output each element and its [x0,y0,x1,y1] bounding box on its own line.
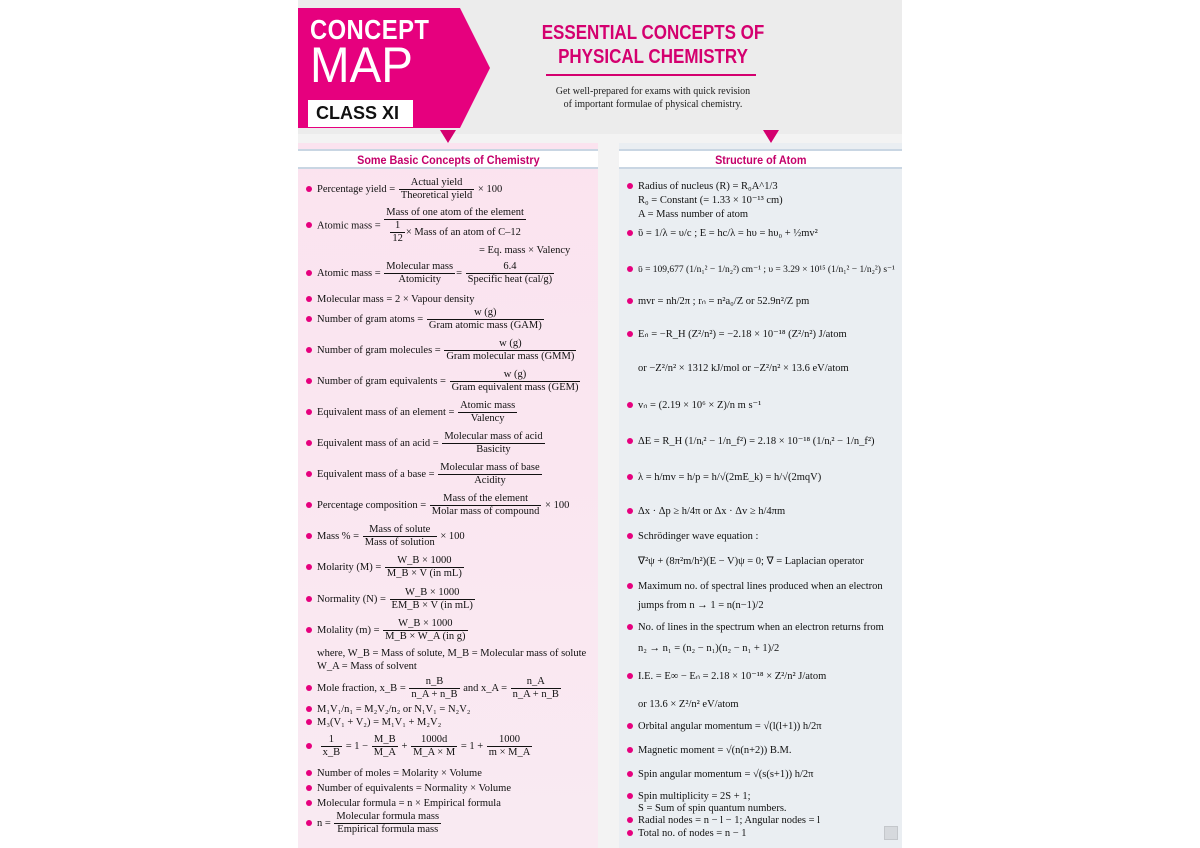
bullet-icon [627,793,633,799]
fraction [384,207,526,245]
formula-mixing [306,716,441,729]
basic-concepts-column [298,143,598,848]
formula-wavenumber [627,227,818,240]
bullet-icon [306,743,312,749]
denominator: Acidity [474,475,506,486]
fraction [430,493,542,518]
text: Total no. of nodes = n − 1 [638,828,747,839]
formula-a: A = Mass number of atom [638,209,749,220]
bullet-icon [306,820,312,826]
denominator: Specific heat (cal/g) [467,274,553,285]
text: Eₙ = −R_H (Z²/n²) = −2.18 × 10⁻¹⁸ (Z²/n²) J/atom [638,329,847,340]
main-title-line-2: PHYSICAL CHEMISTRY [558,46,748,68]
bullet-icon [306,440,312,446]
bullet-icon [306,347,312,353]
class-badge [308,100,413,127]
multiplier: × 100 [545,499,570,511]
fraction [385,555,464,580]
formula-mole-fraction [306,676,562,701]
formula-de-broglie [627,471,821,484]
formula-rydberg [627,263,895,277]
bullet-icon [627,673,633,679]
main-title-line-1: ESSENTIAL CONCEPTS OF [541,22,765,44]
formula-spin-momentum [627,768,813,781]
denominator: m × M_A [488,747,531,758]
fraction [334,811,441,836]
subtitle-line-2: of important formulae of physical chemistry. [563,99,743,110]
text: Δx · Δp ≥ h/4π or Δx · Δv ≥ h/4πm [638,506,786,517]
numerator: Mass of the element [430,493,542,506]
fraction [363,524,437,549]
formula-energy-level [627,328,847,341]
bullet-icon [306,378,312,384]
text: λ = h/mv = h/p = h/√(2mE_k) = h/√(2mqV) [638,472,822,483]
label: Number of gram equivalents = [317,375,446,387]
numerator: Molecular mass [386,261,454,272]
bullet-icon [306,186,312,192]
denominator: Gram atomic mass (GAM) [428,320,542,331]
formula-uncertainty [627,505,785,518]
formula-ionization-or: or 13.6 × Z²/n² eV/atom [638,699,739,710]
numerator: Mass of solute [363,524,437,537]
text: M₃(V₁ + V₂) = M₁V₁ + M₂V₂ [317,717,442,728]
text: ῡ = 1/λ = υ/c ; E = hc/λ = hυ = hυ₀ + ½mv² [638,228,818,239]
operator: = 1 − [345,740,369,752]
numerator: W_B × 1000 [385,555,464,568]
fraction [383,618,467,643]
bullet-icon [306,719,312,725]
numerator: Molecular mass of acid [444,431,543,442]
denominator: Gram molecular mass (GMM) [446,351,575,362]
denominator: M_B × W_A (in g) [385,631,466,642]
operator: = 1 + [460,740,484,752]
bullet-icon [627,624,633,630]
denominator: Basicity [476,444,511,455]
label: Percentage composition = [317,499,427,511]
numerator: w (g) [450,369,581,382]
label: Mole fraction, x_B = [317,682,406,694]
formula-gram-equivalents [306,369,581,394]
formula-eq-mass-valency: = Eq. mass × Valency [479,245,571,256]
text: ῡ = 109,677 (1/n₁² − 1/n₂²) cm⁻¹ ; υ = 3.29 × 10¹⁵ (1/n₁² − 1/n₂²) s⁻¹ [638,265,895,275]
formula-molarity [306,555,465,580]
formula-lines-spectrum-2: n₂ → n₁ = (n₂ − n₁)(n₂ − n₁ + 1)/2 [638,643,780,654]
text: No. of lines in the spectrum when an electron returns from [638,622,884,633]
denominator: Atomicity [398,274,441,285]
denominator-text: × Mass of an atom of C–12 [405,226,521,238]
text: vₙ = (2.19 × 10⁶ × Z)/n m s⁻¹ [638,400,762,411]
bullet-icon [306,785,312,791]
formula-lines-spectrum [627,621,884,634]
bullet-icon [306,706,312,712]
bullet-icon [627,298,633,304]
formula-total-nodes [627,827,747,840]
bullet-icon [627,183,633,189]
bullet-icon [306,627,312,633]
fraction [511,676,561,701]
numerator: Molecular mass of base [440,462,540,473]
bullet-icon [627,230,633,236]
label: Molality (m) = [317,624,380,636]
fraction [487,734,533,759]
denominator: M_B × V (in mL) [386,568,462,579]
text: Magnetic moment = √(n(n+2)) B.M. [638,745,792,756]
bullet-icon [306,564,312,570]
formula-delta-e [627,435,875,448]
formula-molecular-formula [306,797,501,810]
fraction [321,734,343,759]
where-line-2: W_A = Mass of solvent [317,661,417,672]
denominator: Valency [470,413,505,424]
fraction [384,261,455,286]
formula-radius-nucleus [627,180,778,193]
fraction [438,462,541,487]
formula-percentage-yield [306,177,502,202]
numerator: w (g) [444,338,576,351]
bullet-icon [627,533,633,539]
text: Spin angular momentum = √(s(s+1)) h/2π [638,769,814,780]
bullet-icon [627,830,633,836]
fraction [466,261,555,286]
bullet-icon [306,800,312,806]
numerator: W_B × 1000 [390,587,475,600]
denominator: Molar mass of compound [431,506,540,517]
bullet-icon [306,770,312,776]
heading-text: Structure of Atom [714,153,807,167]
formula-n [306,811,442,836]
bullet-icon [306,222,312,228]
multiplier: × 100 [440,530,465,542]
label: n = [317,817,331,829]
text: Schrödinger wave equation : [638,531,759,542]
column-heading-right [619,149,902,169]
formula-one-over-xb [306,734,533,759]
formula-normality [306,587,476,612]
formula-dilution [306,703,470,716]
text: Number of equivalents = Normality × Volume [317,783,512,794]
denominator: EM_B × V (in mL) [391,600,473,611]
fraction [409,676,459,701]
fraction [444,338,576,363]
text: Spin multiplicity = 2S + 1; [638,791,751,802]
numerator: 1000d [411,734,457,747]
formula-schrodinger-label [627,530,758,543]
label: Equivalent mass of an acid = [317,437,439,449]
text: Maximum no. of spectral lines produced when an electron [638,581,883,592]
formula-gram-molecules [306,338,577,363]
fraction [442,431,544,456]
bullet-icon [306,409,312,415]
formula-equivalents [306,782,511,795]
text: Molecular formula = n × Empirical formula [317,798,501,809]
label: Atomic mass = [317,267,381,279]
formula-orbital-momentum [627,720,822,733]
denominator: M_A × M [413,747,456,758]
bullet-icon [627,583,633,589]
numerator: Actual yield [399,177,474,190]
denominator: Theoretical yield [400,190,473,201]
numerator: M_B [372,734,398,747]
formula-s-definition: S = Sum of spin quantum numbers. [638,803,787,814]
text: Radius of nucleus (R) = R₀A^1/3 [638,181,778,192]
label: Number of gram molecules = [317,344,441,356]
bullet-icon [306,685,312,691]
formula-velocity [627,399,761,412]
formula-spectral-lines-2: jumps from n → 1 = n(n−1)/2 [638,600,764,611]
fraction [390,220,405,245]
page-corner-box [884,826,898,840]
formula-atomic-mass [306,207,527,245]
bullet-icon [627,402,633,408]
bullet-icon [627,438,633,444]
bullet-icon [627,508,633,514]
denominator: 12 [392,233,403,244]
bullet-icon [627,747,633,753]
numerator: 1000 [487,734,533,747]
header [298,0,902,134]
label: Percentage yield = [317,183,396,195]
bullet-icon [627,771,633,777]
text: Molecular mass = 2 × Vapour density [317,294,475,305]
text: Number of moles = Molarity × Volume [317,768,482,779]
text: Orbital angular momentum = √(l(l+1)) h/2π [638,721,822,732]
multiplier: × 100 [477,183,503,195]
banner-arrow [460,8,490,128]
formula-percentage-composition [306,493,569,518]
formula-eq-mass-acid [306,431,546,456]
formula-magnetic-moment [627,744,792,757]
label: Equivalent mass of an element = [317,406,455,418]
numerator: Mass of one atom of the element [386,207,524,218]
subtitle-line-1: Get well-prepared for exams with quick revision [555,86,751,97]
title-underline [546,74,756,76]
numerator: W_B × 1000 [383,618,467,631]
denominator [384,220,526,245]
numerator: 6.4 [466,261,555,274]
label: Molarity (M) = [317,561,382,573]
denominator: M_A [373,747,396,758]
text: I.E. = E∞ − Eₙ = 2.18 × 10⁻¹⁸ × Z²/n² J/atom [638,671,827,682]
formula-gram-atoms [306,307,545,332]
down-arrow-right-icon [763,130,779,143]
text: Radial nodes = n − l − 1; Angular nodes = l [638,815,821,826]
bullet-icon [627,331,633,337]
fraction [427,307,544,332]
numerator: n_B [409,676,459,689]
label: Mass % = [317,530,360,542]
formula-eq-mass-element [306,400,518,425]
bullet-icon [306,316,312,322]
formula-mvr [627,295,809,308]
formula-mass-percent [306,524,465,549]
formula-schrodinger-eq: ∇²ψ + (8π²m/h²)(E − V)ψ = 0; ∇ = Laplacian operator [638,556,864,567]
column-heading-left [298,149,598,169]
bullet-icon [627,266,633,272]
formula-nodes [627,814,820,827]
text: ΔE = R_H (1/nᵢ² − 1/n_f²) = 2.18 × 10⁻¹⁸ (1/nᵢ² − 1/n_f²) [638,436,875,447]
denominator: x_B [322,747,341,758]
operator: + [401,740,408,752]
label: Normality (N) = [317,593,386,605]
label: Number of gram atoms = [317,313,424,325]
formula-moles [306,767,482,780]
numerator: 1 [321,734,343,747]
formula-molality [306,618,469,643]
fraction [399,177,474,202]
fraction [411,734,457,759]
denominator: n_A + n_B [512,689,559,700]
structure-of-atom-column [619,143,902,848]
denominator: Gram equivalent mass (GEM) [451,382,579,393]
numerator: w (g) [427,307,544,320]
where-line-1: where, W_B = Mass of solute, M_B = Molecular mass of solute [317,648,587,659]
bullet-icon [627,723,633,729]
bullet-icon [306,502,312,508]
text: M₁V₁/n₁ = M₂V₂/n₂ or N₁V₁ = N₂V₂ [317,704,471,715]
bullet-icon [306,471,312,477]
numerator: 1 [390,220,405,233]
formula-energy-or: or −Z²/n² × 1312 kJ/mol or −Z²/n² × 13.6 eV/atom [638,363,849,374]
formula-r0: R₀ = Constant (= 1.33 × 10⁻¹³ cm) [638,195,783,206]
class-label: CLASS XI [316,103,400,123]
bullet-icon [627,817,633,823]
bullet-icon [306,533,312,539]
map-word: MAP [310,37,413,93]
fraction [390,587,475,612]
bullet-icon [627,474,633,480]
denominator: n_A + n_B [411,689,458,700]
concept-map-sheet [298,0,902,848]
fraction [450,369,581,394]
formula-molecular-mass [306,293,474,306]
denominator: Mass of solution [364,537,435,548]
formula-spectral-lines [627,580,883,593]
fraction [458,400,517,425]
text: mvr = nh/2π ; rₙ = n²a₀/Z or 52.9n²/Z pm [638,296,810,307]
numerator: n_A [511,676,561,689]
bullet-icon [306,270,312,276]
numerator: Molecular formula mass [336,811,440,822]
concept-word: CONCEPT [310,14,430,45]
denominator: Empirical formula mass [337,824,439,835]
formula-atomic-mass-2: Atomic mass = $\frac{\text{Molecular mass}}{\text{Atomicity}}$ = $\frac{6.4}{\text{Specific heat (cal/g)}}$ [306,261,555,286]
bullet-icon [306,296,312,302]
formula-ionization-energy [627,670,826,683]
heading-text: Some Basic Concepts of Chemistry [356,153,540,167]
bullet-icon [306,596,312,602]
formula-eq-mass-base [306,462,543,487]
fraction [372,734,398,759]
and-label: and x_A = [463,682,508,694]
numerator: Atomic mass [460,400,516,411]
down-arrow-left-icon [440,130,456,143]
label: Atomic mass = [317,220,381,232]
label: Equivalent mass of a base = [317,468,435,480]
